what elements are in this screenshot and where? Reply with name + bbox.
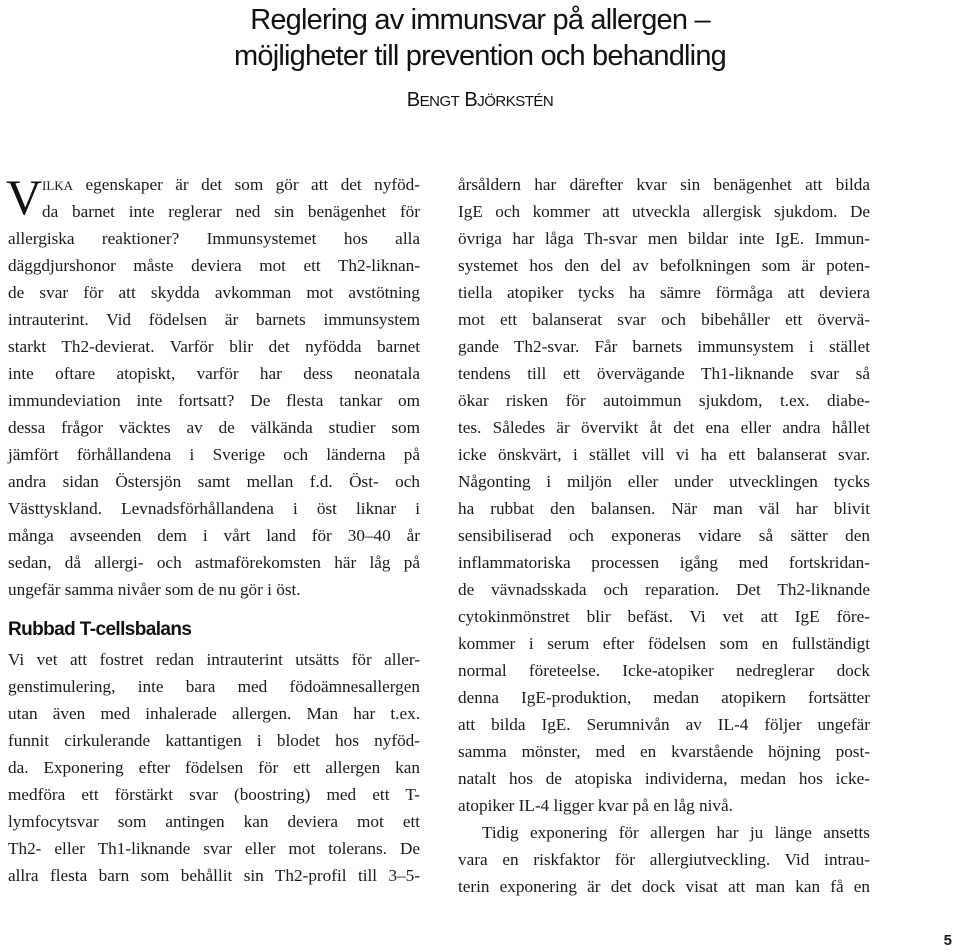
text-line: Tidig exponering för allergen har ju länge ansetts <box>482 823 870 842</box>
text-line: tendens till ett övervägande Th1-liknande svar så <box>458 364 870 383</box>
text-line: däggdjurshonor måste deviera mot ett Th2-liknan- <box>8 256 420 275</box>
text-line: inflammatoriska processen igång med fortskridan- <box>458 553 870 572</box>
text-line: de vävnadsskada och reparation. Det Th2-liknande <box>458 580 870 599</box>
text-line: cytokinmönstret blir befäst. Vi vet att IgE före- <box>458 607 870 626</box>
dropcap-smallcaps: ILKA <box>42 178 74 193</box>
title-line-1: Reglering av immunsvar på allergen – <box>250 4 710 36</box>
text-line: da barnet inte reglerar ned sin benägenhet för <box>42 202 420 221</box>
text-line: genstimulering, inte bara med födoämnesallergen <box>8 677 420 696</box>
text-line: gande Th2-svar. Får barnets immunsystem i stället <box>458 337 870 356</box>
text-line: tiella atopiker tycks ha sämre förmåga att deviera <box>458 283 870 302</box>
title-line-2: möjligheter till prevention och behandling <box>234 40 726 72</box>
right-paragraph-2 <box>458 819 870 900</box>
text-line: natalt hos de atopiska individerna, medan hos icke- <box>458 769 870 788</box>
text-line: intrauterint. Vid födelsen är barnets immunsystem <box>8 310 420 329</box>
text-line: sedan, då allergi- och astmaförekomsten här låg på <box>8 553 420 572</box>
text-line: jämfört förhållandena i Sverige och länderna på <box>8 445 420 464</box>
author-first-rest: ENGT <box>419 93 460 110</box>
text-line: årsåldern har därefter kvar sin benägenhet att bilda <box>458 175 870 194</box>
page-number: 5 <box>943 932 952 949</box>
text-line: tes. Således är övervikt åt det ena eller andra hållet <box>458 418 870 437</box>
text-line: lymfocytsvar som antingen kan deviera mot ett <box>8 812 420 831</box>
text-line: ökar risken för autoimmun sjukdom, t.ex. diabe- <box>458 391 870 410</box>
author-name <box>0 87 960 115</box>
section-heading: Rubbad T-cellsbalans <box>8 619 192 640</box>
text-line: dessa frågor väcktes av de välkända studier som <box>8 418 420 437</box>
text-line: denna IgE-produktion, medan atopikern fortsätter <box>458 688 870 707</box>
right-column <box>458 171 870 900</box>
text-line: de svar för att skydda avkomman mot avstötning <box>8 283 420 302</box>
text-line: funnit cirkulerande kattantigen i blodet hos nyföd- <box>8 731 420 750</box>
text-line: övriga har låga Th-svar men bildar inte IgE. Immun- <box>458 229 870 248</box>
text-line: allergiska reaktioner? Immunsystemet hos alla <box>8 229 420 248</box>
author-last-initial: B <box>464 89 478 111</box>
text-line: samma mönster, med en kvarstående höjning post- <box>458 742 870 761</box>
text-line: systemet hos den del av befolkningen som är poten- <box>458 256 870 275</box>
text-line: ILKA egenskaper är det som gör att det nyföd- <box>42 175 420 194</box>
text-line: ha rubbat den balansen. När man väl har blivit <box>458 499 870 518</box>
intro-paragraph <box>8 171 420 603</box>
text-line: Vi vet att fostret redan intrauterint utsätts för aller- <box>8 650 420 669</box>
author-first-initial: B <box>406 89 420 111</box>
text-line: Någonting i miljön eller under utvecklingen tycks <box>458 472 870 491</box>
text-line: medföra ett förstärkt svar (boostring) med ett T- <box>8 785 420 804</box>
text-line: immundeviation inte fortsatt? De flesta tankar om <box>8 391 420 410</box>
section-paragraph <box>8 646 420 889</box>
left-column <box>8 171 420 889</box>
text-line: Th2- eller Th1-liknande svar eller mot tolerans. De <box>8 839 420 858</box>
text-line: starkt Th2-devierat. Varför blir det nyfödda barnet <box>8 337 420 356</box>
author-last-rest: JÖRKSTÉN <box>477 93 554 110</box>
drop-cap: V <box>6 169 43 225</box>
right-paragraph-1 <box>458 171 870 819</box>
text-line: normal företeelse. Icke-atopiker nedreglerar dock <box>458 661 870 680</box>
text-line: vara en riskfaktor för allergiutveckling. Vid intrau- <box>458 850 870 869</box>
text-line: da. Exponering efter födelsen för ett allergen kan <box>8 758 420 777</box>
text-line: icke önskvärt, i stället vill vi ha ett balanserat svar. <box>458 445 870 464</box>
text-line: att bilda IgE. Serumnivån av IL-4 följer ungefär <box>458 715 870 734</box>
article-title <box>0 2 960 74</box>
text-line: terin exponering är det dock visat att man kan få en <box>458 877 870 896</box>
text-line: kommer i serum efter födelsen som en fullständigt <box>458 634 870 653</box>
text-line: sensibiliserad och exponeras vidare så sätter den <box>458 526 870 545</box>
text-line: andra sidan Östersjön samt mellan f.d. Öst- och <box>8 472 420 491</box>
text-line: Västtyskland. Levnadsförhållandena i öst liknar i <box>8 499 420 518</box>
text-line: allra flesta barn som behållit sin Th2-profil till 3–5- <box>8 866 420 885</box>
text-line: inte oftare atopiskt, varför har dess neonatala <box>8 364 420 383</box>
text-line: många avseenden dem i vårt land för 30–40 år <box>8 526 420 545</box>
text-line: mot ett balanserat svar och bibehåller ett övervä- <box>458 310 870 329</box>
text-line: atopiker IL-4 ligger kvar på en låg nivå. <box>458 796 733 815</box>
text-line: IgE och kommer att utveckla allergisk sjukdom. De <box>458 202 870 221</box>
text-line: ungefär samma nivåer som de nu gör i öst. <box>8 580 301 599</box>
text-line: utan även med inhalerade allergen. Man har t.ex. <box>8 704 420 723</box>
